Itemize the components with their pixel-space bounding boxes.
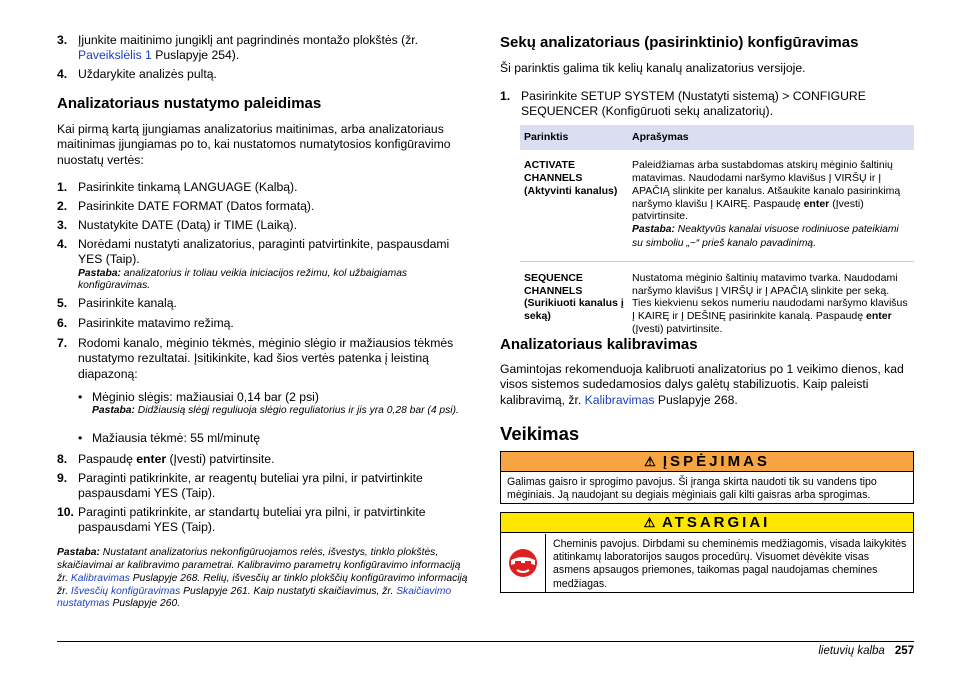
section-heading: Analizatoriaus nustatymo paleidimas [57, 95, 322, 112]
step-text: Uždarykite analizės pultą. [78, 67, 217, 81]
step-text-main: Norėdami nustatyti analizatorius, paraginti patvirtinkite, paspausdami YES (Taip). [78, 237, 450, 267]
step-text: Įjunkite maitinimo jungiklį ant pagrindinės montažo plokštės (žr. Paveikslėlis 1 Puslapyje 254). [78, 33, 419, 63]
step-number: 4. [57, 237, 68, 251]
calibration-link[interactable]: Kalibravimas [584, 392, 655, 407]
caution-title: ATSARGIAI [661, 514, 771, 531]
intro-paragraph: Ši parinktis galima tik kelių kanalų analizatorius versijoje. [500, 61, 806, 75]
step-number: 1. [57, 180, 68, 194]
step-text: Nustatykite DATE (Datą) ir TIME (Laiką). [78, 218, 297, 232]
table-cell-description: Nustatoma mėginio šaltinių matavimo tvarka. Naudodami naršymo klavišus Į VIRŠŲ ir Į APAČIĄ slinkite per seką. Ties kiekvienu sekos numeriu naudodami naršymo klavišus Į KAIRĘ ir Į DEŠINĘ pasirinkite kanalą. Paspaudę enter (Įvesti) patvirtinsite. [632, 271, 908, 336]
section-heading: Sekų analizatoriaus (pasirinktinio) konfigūravimas [500, 34, 859, 51]
intro-paragraph: Kai pirmą kartą įjungiamas analizatorius maitinimas, arba analizatoriaus maitinimas įjungiamas po to, kai nustatomos numatytosios konfigūravimo nuostatų vertės: [57, 122, 451, 167]
step-text: Pasirinkite tinkamą LANGUAGE (Kalbą). [78, 180, 298, 194]
configuration-note: Pastaba: Nustatant analizatorius nekonfigūruojamos relės, išvestys, tinklo plokštės, skaičiavimai ar kalibravimo parametrai. Kalibravimo parametrų konfigūravimo informaciją žr. Kalibravimas Puslapyje 268. Relių, išvesčių ar tinklo plokščių konfigūravimo informaciją žr. Išvesčių konfigūravimas Puslapyje 261. Kaip nustatyti skaičiavimus, žr. Skaičiavimo nustatymas Puslapyje 260. [57, 547, 468, 610]
calculation-setup-link[interactable]: Skaičiavimo nustatymas [57, 585, 452, 610]
warning-triangle-icon: ⚠ [644, 454, 656, 469]
bullet-dot: • [78, 390, 83, 404]
bullet-text: Mažiausia tėkmė: 55 ml/minutę [92, 431, 260, 445]
outputs-config-link[interactable]: Išvesčių konfigūravimas [70, 585, 181, 597]
step-number: 7. [57, 336, 68, 350]
section-heading: Veikimas [500, 423, 580, 444]
step-number: 10. [57, 505, 74, 519]
table-cell-description: Paleidžiamas arba sustabdomas atskirų mėginio šaltinių matavimas. Naudodami naršymo klavišus Į VIRŠŲ ir Į APAČIĄ slinkite per kanalus. Atšaukite kanalo pasirinkimą naršymo klavišu Į KAIRĘ. Paspaudę enter (Įvesti) patvirtinsite. Pastaba: Neaktyvūs kanalai visuose rodiniuose pateikiami su simboliu „~“ prieš kanalo pavadinimą. [628, 150, 914, 261]
figure-link[interactable]: Paveikslėlis 1 [78, 48, 152, 63]
step-text: Pasirinkite matavimo režimą. [78, 316, 234, 330]
step-number: 5. [57, 296, 68, 310]
caution-box [500, 512, 914, 593]
bullet-dot: • [78, 431, 83, 445]
warning-triangle-icon: ⚠ [643, 515, 656, 530]
warning-title: ĮSPĖJIMAS [662, 453, 770, 470]
caution-icon-cell [501, 534, 546, 592]
step-note: Pastaba: analizatorius ir toliau veikia iniciacijos režimu, kol užbaigiamas konfigūravimas. [78, 267, 408, 292]
step-text: Pasirinkite SETUP SYSTEM (Nustatyti sistemą) > CONFIGURE SEQUENCER (Konfigūruoti sekų analizatorių). [521, 89, 866, 119]
step-number: 6. [57, 316, 68, 330]
step-number: 2. [57, 199, 68, 213]
table-header-option: Parinktis [520, 125, 628, 150]
bullet-text [92, 390, 472, 418]
step-number: 8. [57, 452, 68, 466]
footer-divider [57, 641, 914, 642]
table-row [520, 150, 914, 261]
step-number: 3. [57, 218, 68, 232]
step-number: 9. [57, 471, 68, 485]
safety-goggles-icon [501, 534, 546, 592]
page-footer [818, 644, 914, 658]
caution-header [501, 513, 913, 533]
table-header-row [520, 125, 914, 150]
table-header-description: Aprašymas [628, 125, 914, 150]
caution-text: Cheminis pavojus. Dirbdami su cheminėmis medžiagomis, visada laikykitės atitinkamų laboratorijos saugos procedūrų. Visuomet dėvėkite visas asmens apsaugos priemones, taikomas pagal naudojamas chemines medžiagas. [553, 538, 907, 590]
options-table [520, 125, 914, 342]
bullet-main: Mėginio slėgis: mažiausiai 0,14 bar (2 psi) [92, 390, 319, 404]
page-number: 257 [894, 645, 914, 657]
calibration-link[interactable]: Kalibravimas [70, 572, 130, 584]
table-cell-option: ACTIVATE CHANNELS (Aktyvinti kanalus) [520, 150, 628, 261]
table-note: Pastaba: Neaktyvūs kanalai visuose rodiniuose pateikiami su simboliu „~“ prieš kanalo pavadinimą. [632, 224, 899, 249]
warning-text: Galimas gaisro ir sprogimo pavojus. Ši įranga skirta naudoti tik su vandens tipo mėginiais. Ją naudojant su degiais mėginiais gali kilti gaisras arba sprogimas. [507, 476, 877, 502]
bullet-note: Pastaba: Didžiausią slėgį reguliuoja slėgio reguliatorius ir jis yra 0,28 bar (4 psi). [92, 405, 459, 417]
step-text: Rodomi kanalo, mėginio tėkmės, mėginio slėgio ir mažiausios tėkmės nustatymo rezultatai. Įsitikinkite, kad šios vertės patenka į leistiną diapazoną: [78, 336, 454, 381]
step-text: Pasirinkite DATE FORMAT (Datos formatą). [78, 199, 315, 213]
warning-header [501, 452, 913, 472]
step-text [78, 237, 471, 293]
step-text: Paraginti patikrinkite, ar standartų buteliai yra pilni, ir patvirtinkite paspausdami YES (Taip). [78, 505, 426, 535]
warning-box [500, 451, 914, 504]
section-heading: Analizatoriaus kalibravimas [500, 336, 698, 353]
step-text: Paraginti patikrinkite, ar reagentų buteliai yra pilni, ir patvirtinkite paspausdami YES (Taip). [78, 471, 423, 501]
step-text: Paspaudę enter (Įvesti) patvirtinsite. [78, 452, 275, 466]
footer-language: lietuvių kalba [818, 645, 885, 657]
step-number: 4. [57, 67, 68, 81]
step-number: 1. [500, 89, 511, 103]
calibration-paragraph: Gamintojas rekomenduoja kalibruoti analizatorius po 1 veikimo dienos, kad visos sistemos sudedamosios dalys galėtų stabilizuotis. Kaip paleisti kalibravimą, žr. Kalibravimas Puslapyje 268. [500, 362, 904, 407]
table-row [520, 261, 914, 341]
step-number: 3. [57, 33, 68, 47]
step-text: Pasirinkite kanalą. [78, 296, 177, 310]
table-cell-option: SEQUENCE CHANNELS (Surikiuoti kanalus į seką) [524, 271, 624, 323]
